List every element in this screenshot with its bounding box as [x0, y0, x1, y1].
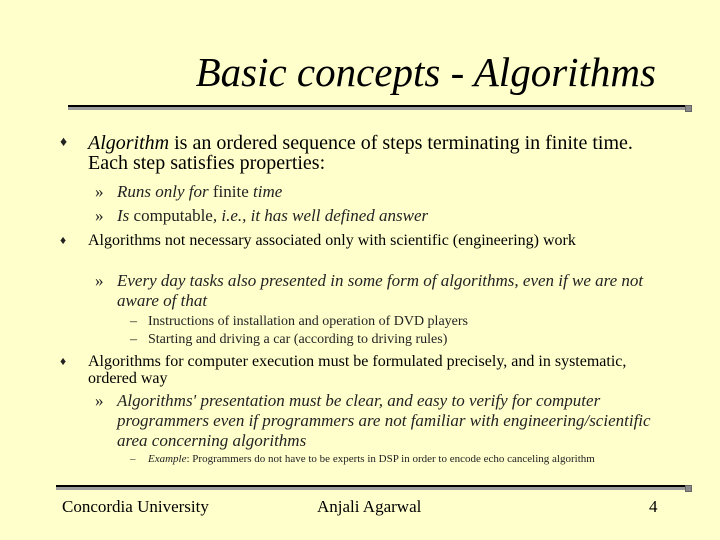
- sub-emphasis: computable: [133, 206, 213, 225]
- sub-text: Runs only for: [117, 182, 213, 201]
- sub-bullet-finite-time: [95, 182, 657, 202]
- chevron-bullet-icon: »: [95, 391, 104, 410]
- footer-divider-shadow: [56, 487, 692, 490]
- item-text: : Programmers do not have to be experts in DSP in order to encode echo canceling algorithm: [186, 453, 595, 465]
- footer-divider-end-block: [685, 485, 692, 492]
- dash-bullet-icon: –: [130, 453, 136, 465]
- title-divider-shadow: [68, 107, 692, 110]
- chevron-bullet-icon: »: [95, 271, 104, 290]
- footer-university: Concordia University: [62, 497, 209, 516]
- sub-text: Is: [117, 206, 134, 225]
- slide-title: Basic concepts - Algorithms: [195, 49, 656, 95]
- chevron-bullet-icon: »: [95, 182, 104, 201]
- bullet-computer-execution: [60, 353, 668, 387]
- sub-text: Algorithms' presentation must be clear, and easy to verify for computer programmers even if programmers are not familiar with engineering/scientific area concerning algorithms: [117, 391, 651, 450]
- sub-bullet-presentation: [95, 391, 657, 451]
- sub-text: Every day tasks also presented in some form of algorithms, even if we are not aware of that: [117, 271, 644, 310]
- item-text: Starting and driving a car (according to driving rules): [148, 332, 448, 347]
- bullet-text: is an ordered sequence of steps terminating in finite time. Each step satisfies properties:: [88, 132, 633, 174]
- title-divider-end-block: [685, 105, 692, 112]
- bullet-text: Algorithms not necessary associated only with scientific (engineering) work: [88, 232, 576, 249]
- diamond-bullet-icon: ♦: [60, 233, 67, 247]
- footer-divider: [56, 485, 688, 487]
- footer-author: Anjali Agarwal: [317, 497, 422, 516]
- bullet-term: Algorithm: [88, 132, 170, 154]
- bullet-not-only-scientific: [60, 232, 668, 249]
- title-divider: [68, 105, 688, 107]
- bullet-algorithm-definition: [60, 133, 668, 173]
- item-driving-car: [130, 331, 447, 348]
- item-dvd-players: [130, 313, 468, 330]
- footer-page-number: 4: [649, 497, 658, 516]
- diamond-bullet-icon: ♦: [60, 135, 68, 150]
- dash-bullet-icon: –: [130, 332, 137, 347]
- item-example: [130, 451, 595, 468]
- sub-text: , i.e., it has well defined answer: [212, 206, 429, 225]
- example-label: Example: [148, 453, 187, 465]
- sub-text: time: [248, 182, 283, 201]
- dash-bullet-icon: –: [130, 314, 137, 329]
- chevron-bullet-icon: »: [95, 206, 104, 225]
- sub-emphasis: finite: [212, 182, 249, 201]
- sub-bullet-computable: [95, 206, 657, 226]
- diamond-bullet-icon: ♦: [60, 354, 67, 368]
- item-text: Instructions of installation and operation of DVD players: [148, 314, 468, 329]
- sub-bullet-everyday-tasks: [95, 271, 657, 311]
- bullet-text: Algorithms for computer execution must be formulated precisely, and in systematic, ordered way: [88, 353, 627, 387]
